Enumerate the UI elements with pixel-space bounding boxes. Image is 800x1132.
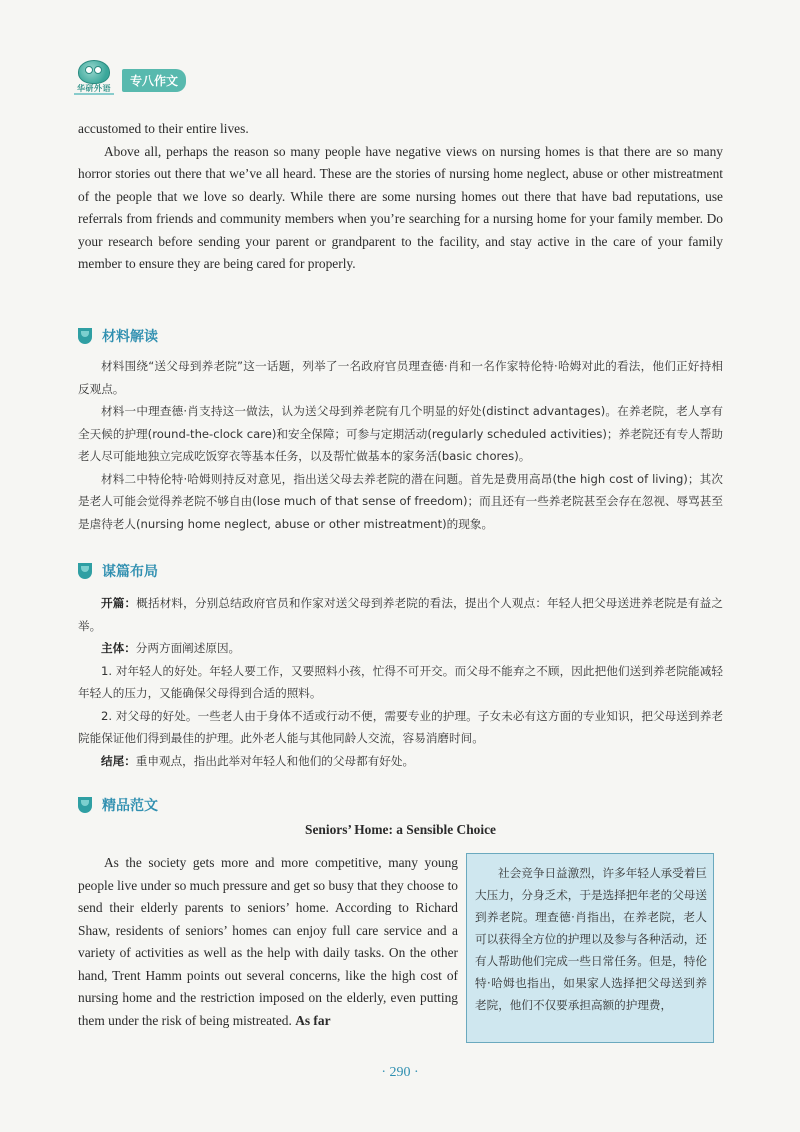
structure-point: 1. 对年轻人的好处。年轻人要工作，又要照料小孩，忙得不可开交。而父母不能弃之不顾，因此把他们送到养老院能减轻年轻人的压力，又能确保父母得到合适的照料。 (78, 663, 723, 700)
bookmark-icon (78, 563, 92, 579)
section-title: 精品范文 (102, 798, 158, 814)
analysis-paragraph: 材料围绕“送父母到养老院”这一话题，列举了一名政府官员理查德·肖和一名作家特伦特·哈姆对此的看法，他们正好持相反观点。 (78, 359, 723, 396)
structure-body (78, 592, 723, 772)
section-title: 材料解读 (102, 329, 158, 345)
structure-ending: 结尾：重申观点，指出此举对年轻人和他们的父母都有好处。 (101, 753, 415, 768)
analysis-body (78, 355, 723, 535)
passage-paragraph: Above all, perhaps the reason so many people have negative views on nursing homes is that there are so many horror stories out there that we’ve all heard. These are the stories of nursing home neglect, abuse or other mistreatment of the people that we love so dearly. While there are some nursing homes out there that have bad reputations, use referrals from friends and community members when you’re searching for a nursing home for your family member. Do your research before sending your parent or grandparent to the facility, and stay active in the care of your family member to ensure they are being cared for properly. (78, 143, 723, 271)
essay-tail: As far (295, 1012, 331, 1028)
passage-continuation: accustomed to their entire lives. (78, 121, 249, 136)
essay-english: As the society gets more and more competitive, many young people live under so much pressure and get so busy that they choose to send their elderly parents to seniors’ home. According to Richard Shaw, residents of seniors’ homes can enjoy full care service and a variety of activities as well as the help with daily tasks. On the other hand, Trent Hamm points out several concerns, like the high cost of nursing home and the restriction imposed on the elderly, even putting them under the risk of being mistreated. As far (78, 855, 458, 1028)
section-heading-structure (78, 560, 158, 582)
analysis-paragraph: 材料二中特伦特·哈姆则持反对意见，指出送父母去养老院的潜在问题。首先是费用高昂(the high cost of living)；其次是老人可能会觉得养老院不够自由(lose much of that sense of freedom)；而且还有一些养老院甚至会存在忽视、辱骂甚至是虐待老人(nursing home neglect, abuse or other mistreatment)的现象。 (78, 471, 723, 531)
structure-opening: 开篇：概括材料，分别总结政府官员和作家对送父母到养老院的看法，提出个人观点：年轻人把父母送进养老院是有益之举。 (78, 596, 723, 633)
page-number: · 290 · (381, 1065, 419, 1080)
logo-text: 华研外语 (77, 84, 111, 93)
section-title: 谋篇布局 (102, 564, 158, 580)
structure-point: 2. 对父母的好处。一些老人由于身体不适或行动不便，需要专业的护理。子女未必有这方面的专业知识，把父母送到养老院能保证他们得到最佳的护理。此外老人能与其他同龄人交流，容易消磨时间。 (78, 708, 723, 745)
section-heading-model-essay (78, 794, 158, 816)
page-header (72, 58, 186, 98)
analysis-paragraph: 材料一中理查德·肖支持这一做法，认为送父母到养老院有几个明显的好处(distinct advantages)。在养老院，老人享有全天候的护理(round-the-clock care)和安全保障；可参与定期活动(regularly scheduled activities)；养老院还有专人帮助老人尽可能地独立完成吃饭穿衣等基本任务，以及帮忙做基本的家务活(basic chores)。 (78, 404, 723, 463)
chapter-tag: 专八作文 (122, 69, 186, 92)
structure-main: 主体：分两方面阐述原因。 (101, 641, 241, 655)
section-heading-analysis (78, 325, 158, 347)
bookmark-icon (78, 797, 92, 813)
english-passage (78, 118, 723, 276)
translation-box (466, 853, 714, 1043)
translation-text: 社会竞争日益激烈，许多年轻人承受着巨大压力，分身乏术，于是选择把年老的父母送到养老院。理查德·肖指出，在养老院，老人可以获得全方位的护理以及参与各种活动，还有人帮助他们完成一些日常任务。但是，特伦特·哈姆也指出，如果家人选择把父母送到养老院，他们不仅要承担高额的护理费， (475, 866, 707, 1012)
bookmark-icon (78, 328, 92, 344)
publisher-logo (72, 58, 116, 98)
essay-title: Seniors’ Home: a Sensible Choice (305, 822, 496, 837)
